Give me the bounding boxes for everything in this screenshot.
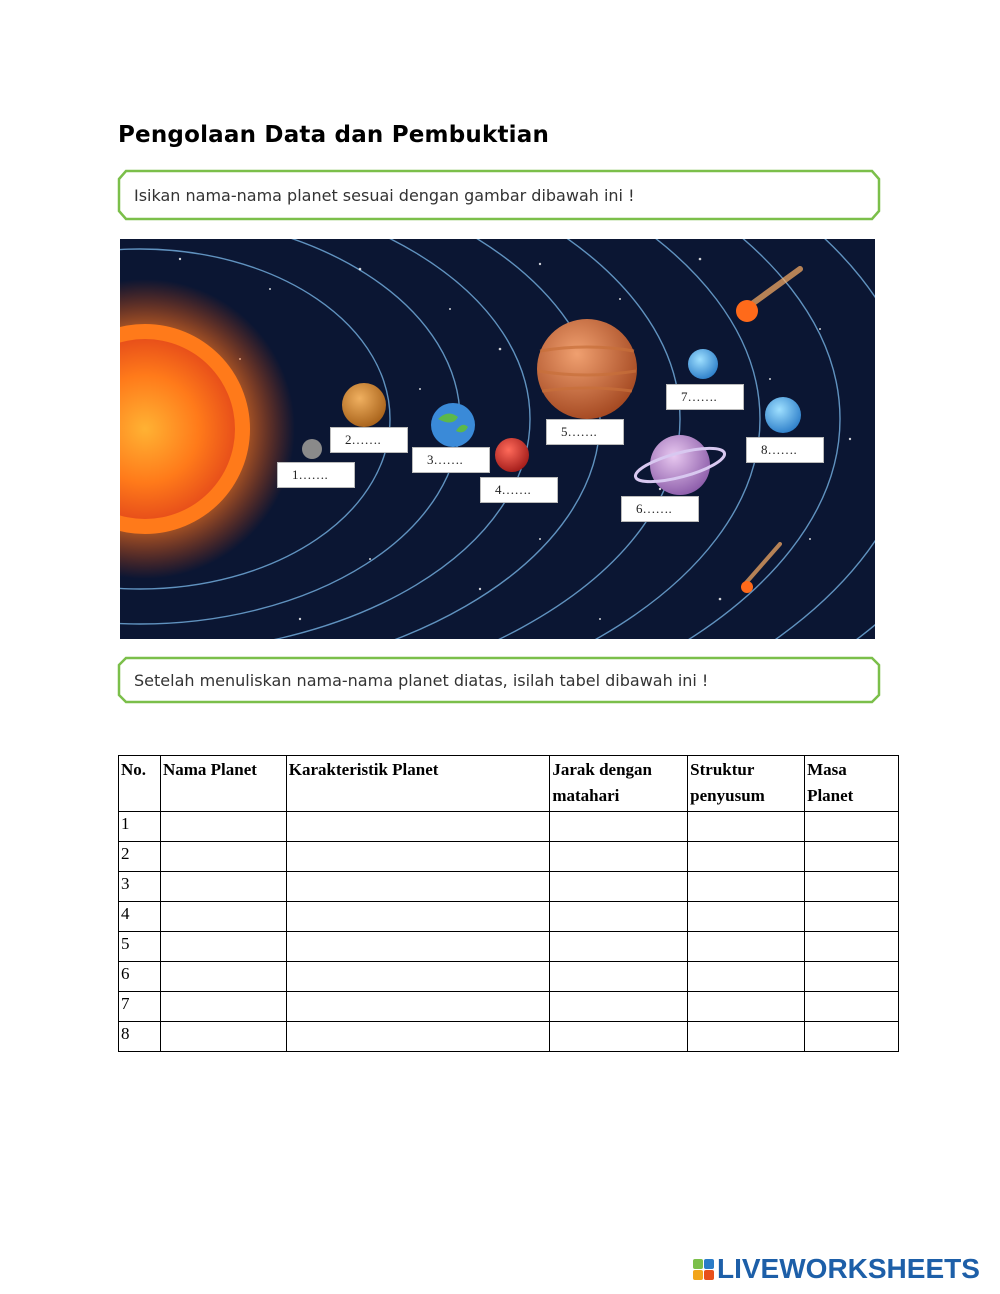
answer-cell[interactable] [160, 842, 286, 872]
header-jarak-dengan-matahari: Jarak dengan matahari [550, 756, 688, 812]
answer-cell[interactable] [688, 932, 805, 962]
answer-cell[interactable] [286, 902, 550, 932]
uranus-icon [688, 349, 718, 379]
answer-cell[interactable] [688, 872, 805, 902]
answer-cell[interactable] [160, 992, 286, 1022]
answer-cell[interactable] [286, 962, 550, 992]
answer-cell[interactable] [550, 932, 688, 962]
answer-cell[interactable] [805, 932, 899, 962]
table-row [119, 872, 899, 902]
table-row [119, 932, 899, 962]
table-header-row [119, 756, 899, 812]
answer-cell[interactable] [286, 932, 550, 962]
neptune-icon [765, 397, 801, 433]
row-number: 8 [119, 1022, 161, 1052]
row-number: 5 [119, 932, 161, 962]
row-number: 6 [119, 962, 161, 992]
answer-cell[interactable] [550, 812, 688, 842]
answer-cell[interactable] [805, 842, 899, 872]
planet-label-2[interactable]: 2……. [330, 427, 408, 453]
answer-cell[interactable] [688, 902, 805, 932]
answer-cell[interactable] [286, 992, 550, 1022]
liveworksheets-logo-icon [693, 1259, 714, 1280]
row-number: 7 [119, 992, 161, 1022]
header-no: No. [119, 756, 161, 812]
table-row [119, 1022, 899, 1052]
earth-icon [431, 403, 475, 447]
answer-cell[interactable] [805, 992, 899, 1022]
answer-cell[interactable] [286, 842, 550, 872]
liveworksheets-logo [693, 1253, 980, 1285]
answer-cell[interactable] [550, 842, 688, 872]
answer-cell[interactable] [160, 962, 286, 992]
row-number: 3 [119, 872, 161, 902]
planet-label-1[interactable]: 1……. [277, 462, 355, 488]
answer-cell[interactable] [286, 812, 550, 842]
table-row [119, 902, 899, 932]
answer-cell[interactable] [550, 902, 688, 932]
row-number: 1 [119, 812, 161, 842]
page-title: Pengolaan Data dan Pembuktian [118, 122, 550, 148]
answer-cell[interactable] [550, 872, 688, 902]
header-nama-planet: Nama Planet [160, 756, 286, 812]
header-masa-planet: Masa Planet [805, 756, 899, 812]
instruction-text: Isikan nama-nama planet sesuai dengan gambar dibawah ini ! [134, 185, 635, 205]
planet-label-6[interactable]: 6……. [621, 496, 699, 522]
planet-label-4[interactable]: 4……. [480, 477, 558, 503]
answer-cell[interactable] [550, 962, 688, 992]
answer-cell[interactable] [160, 932, 286, 962]
header-struktur-penyusum: Struktur penyusum [688, 756, 805, 812]
planet-label-5[interactable]: 5……. [546, 419, 624, 445]
answer-cell[interactable] [805, 962, 899, 992]
table-body [119, 812, 899, 1052]
planet-label-8[interactable]: 8……. [746, 437, 824, 463]
answer-cell[interactable] [688, 842, 805, 872]
instruction-box-fill-table [118, 657, 880, 703]
answer-cell[interactable] [688, 992, 805, 1022]
answer-cell[interactable] [160, 812, 286, 842]
mercury-icon [302, 439, 322, 459]
answer-cell[interactable] [805, 902, 899, 932]
answer-cell[interactable] [805, 872, 899, 902]
table-row [119, 842, 899, 872]
answer-cell[interactable] [688, 812, 805, 842]
row-number: 4 [119, 902, 161, 932]
answer-cell[interactable] [550, 1022, 688, 1052]
table-row [119, 992, 899, 1022]
answer-cell[interactable] [688, 962, 805, 992]
instruction-text: Setelah menuliskan nama-nama planet diatas, isilah tabel dibawah ini ! [134, 670, 709, 690]
answer-cell[interactable] [160, 872, 286, 902]
planet-table [118, 755, 899, 1052]
venus-icon [342, 383, 386, 427]
brand-name: LIVEWORKSHEETS [717, 1253, 980, 1284]
jupiter-icon [537, 319, 637, 419]
answer-cell[interactable] [286, 1022, 550, 1052]
answer-cell[interactable] [160, 902, 286, 932]
answer-cell[interactable] [160, 1022, 286, 1052]
planet-label-3[interactable]: 3……. [412, 447, 490, 473]
answer-cell[interactable] [805, 1022, 899, 1052]
instruction-box-planet-names [118, 170, 880, 220]
answer-cell[interactable] [550, 992, 688, 1022]
answer-cell[interactable] [286, 872, 550, 902]
answer-cell[interactable] [688, 1022, 805, 1052]
planet-label-7[interactable]: 7……. [666, 384, 744, 410]
row-number: 2 [119, 842, 161, 872]
header-karakteristik-planet: Karakteristik Planet [286, 756, 550, 812]
solar-system-image [120, 239, 875, 639]
answer-cell[interactable] [805, 812, 899, 842]
mars-icon [495, 438, 529, 472]
table-row [119, 812, 899, 842]
table-row [119, 962, 899, 992]
